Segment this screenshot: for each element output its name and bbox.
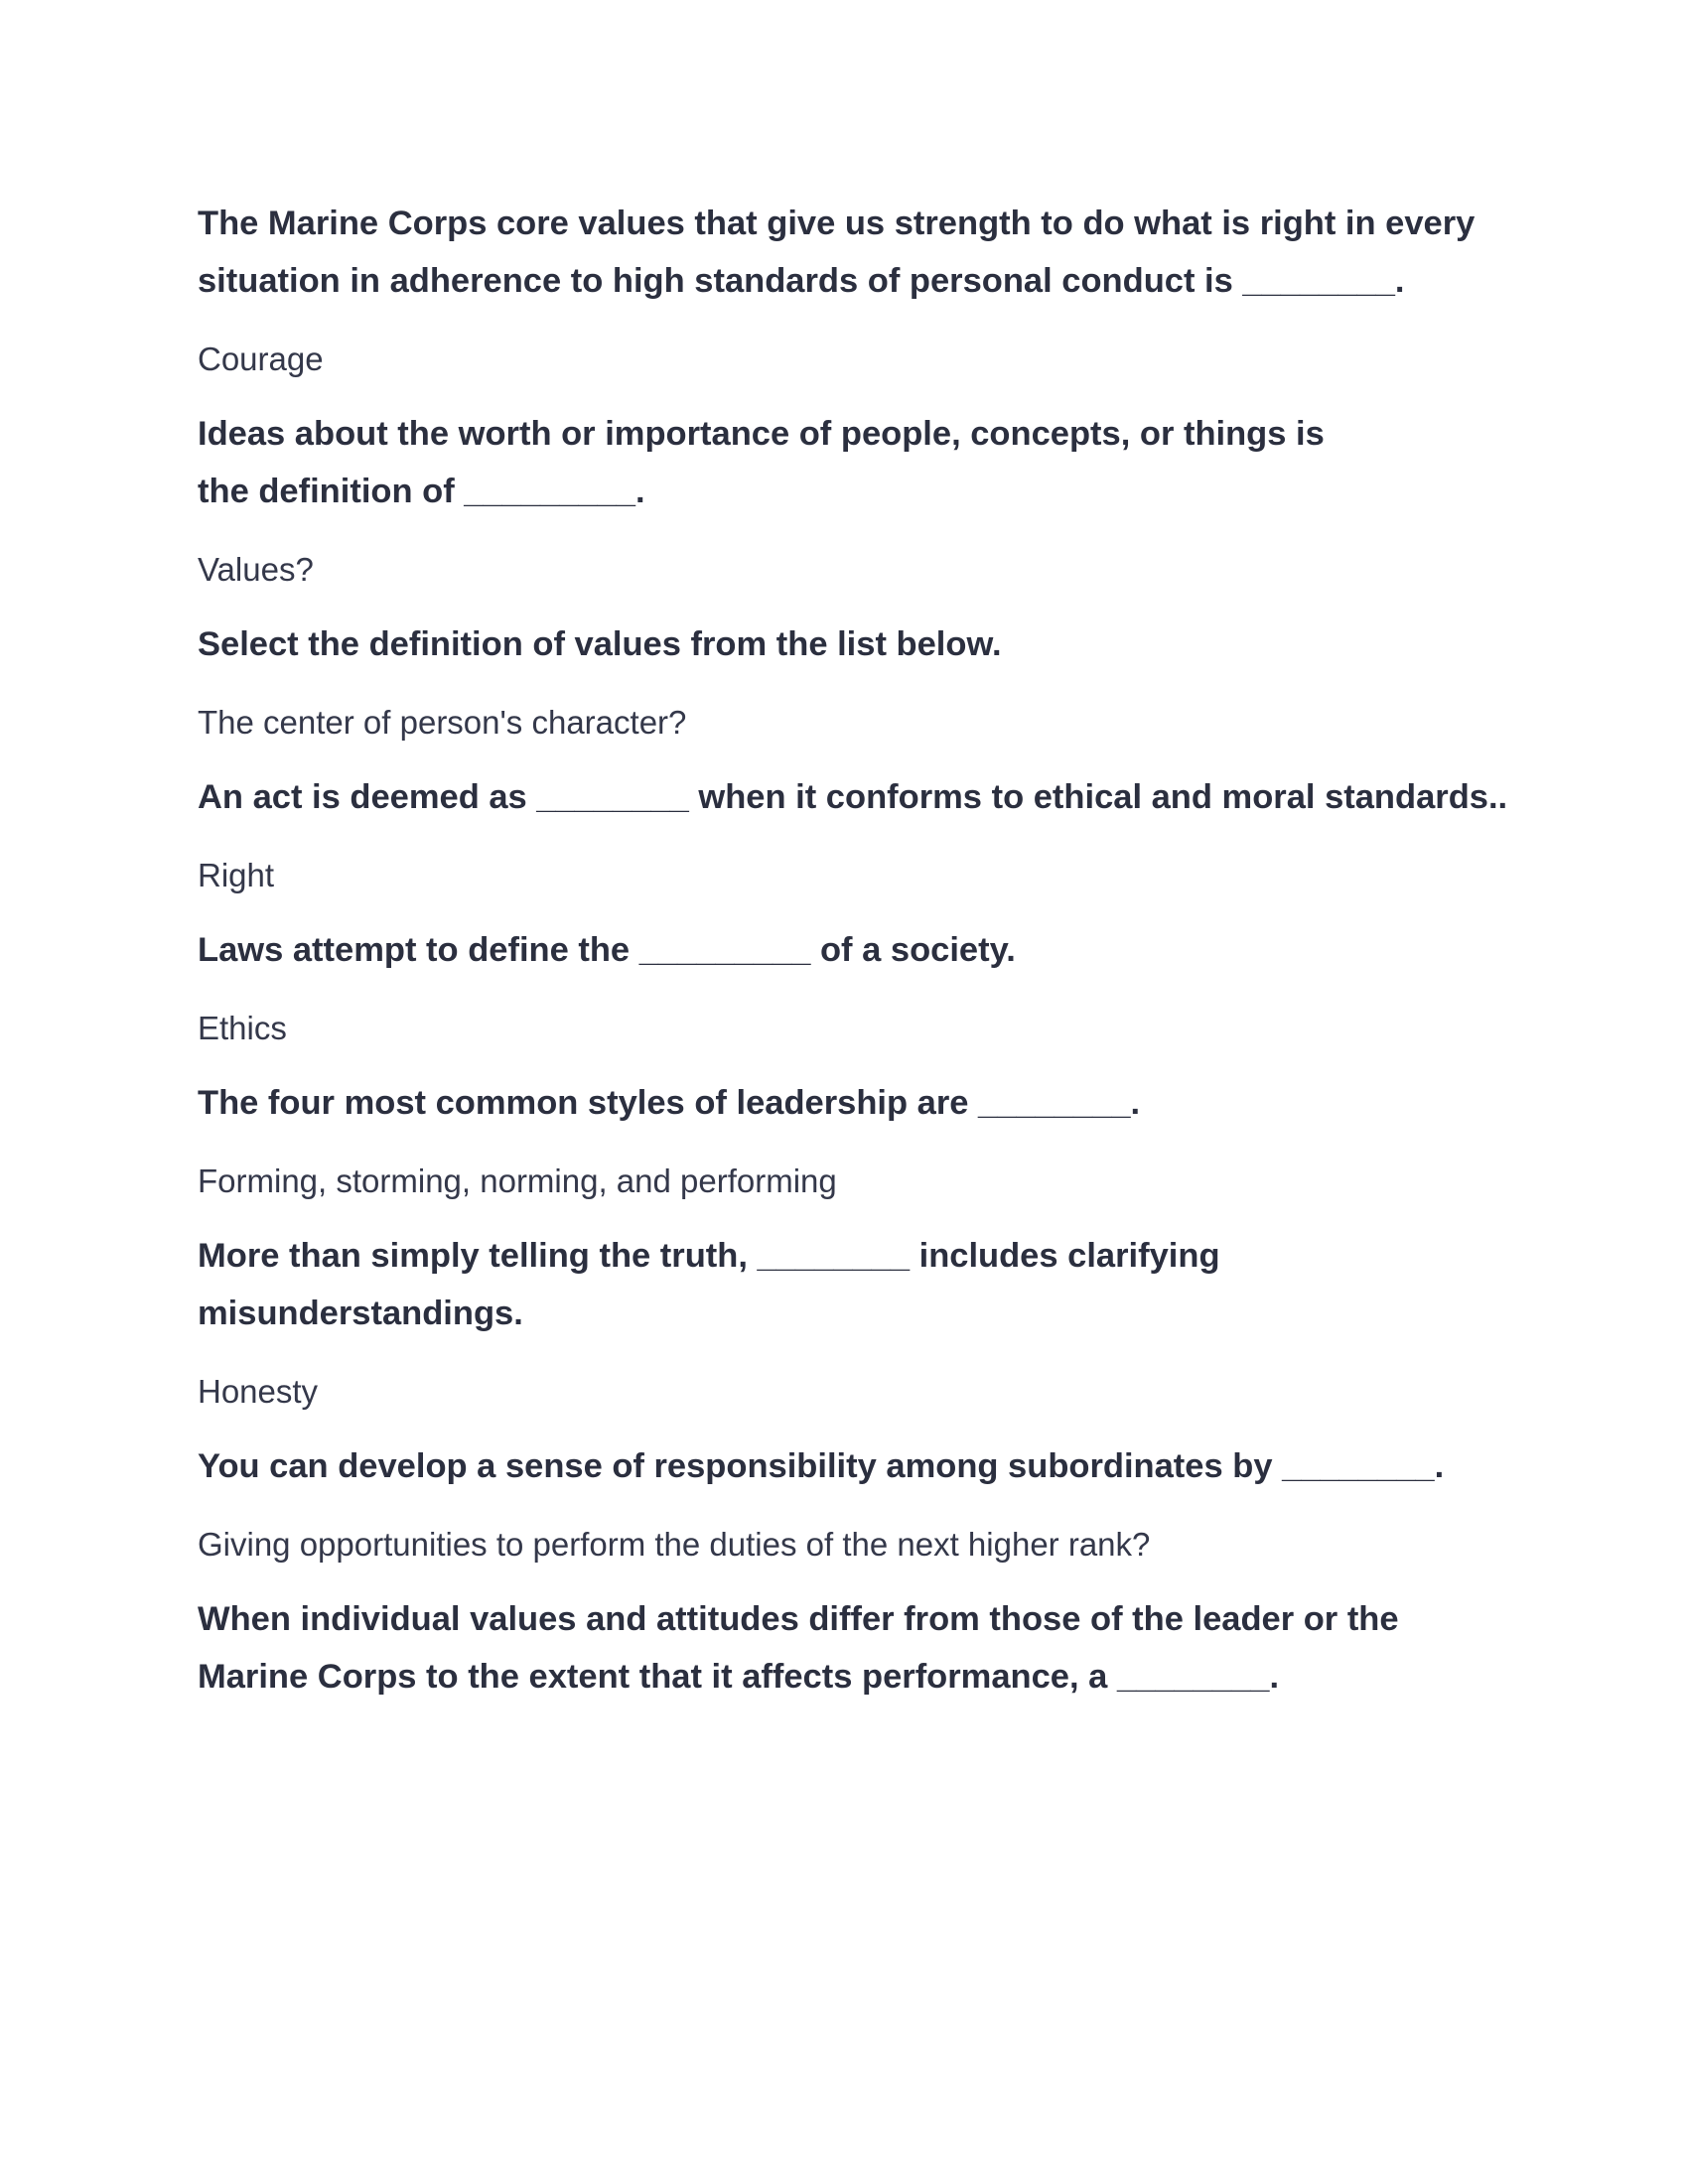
answer-1: Courage	[198, 341, 324, 377]
document-page	[198, 195, 1508, 1706]
answer-8: Giving opportunities to perform the duties of the next higher rank?	[198, 1526, 1151, 1563]
question-8: You can develop a sense of responsibility among subordinates by ________.	[198, 1447, 1445, 1485]
answer-3: The center of person's character?	[198, 704, 687, 741]
question-9: When individual values and attitudes differ from those of the leader or the Marine Corps to the extent that it affects performance, a ________.	[198, 1600, 1399, 1696]
answer-2: Values?	[198, 551, 314, 588]
question-3: Select the definition of values from the list below.	[198, 625, 1002, 663]
answer-6: Forming, storming, norming, and performing	[198, 1162, 837, 1199]
question-5: Laws attempt to define the _________ of a society.	[198, 931, 1016, 969]
question-4: An act is deemed as ________ when it conforms to ethical and moral standards..	[198, 778, 1508, 816]
question-1: The Marine Corps core values that give us strength to do what is right in every situation in adherence to high standards of personal conduct is ________.	[198, 205, 1476, 300]
question-2: Ideas about the worth or importance of people, concepts, or things is the definition of _________.	[198, 415, 1325, 510]
answer-4: Right	[198, 857, 275, 893]
question-7: More than simply telling the truth, ________ includes clarifying misunderstandings.	[198, 1237, 1220, 1332]
question-6: The four most common styles of leadership are ________.	[198, 1084, 1141, 1122]
answer-7: Honesty	[198, 1373, 319, 1410]
answer-5: Ethics	[198, 1010, 287, 1046]
